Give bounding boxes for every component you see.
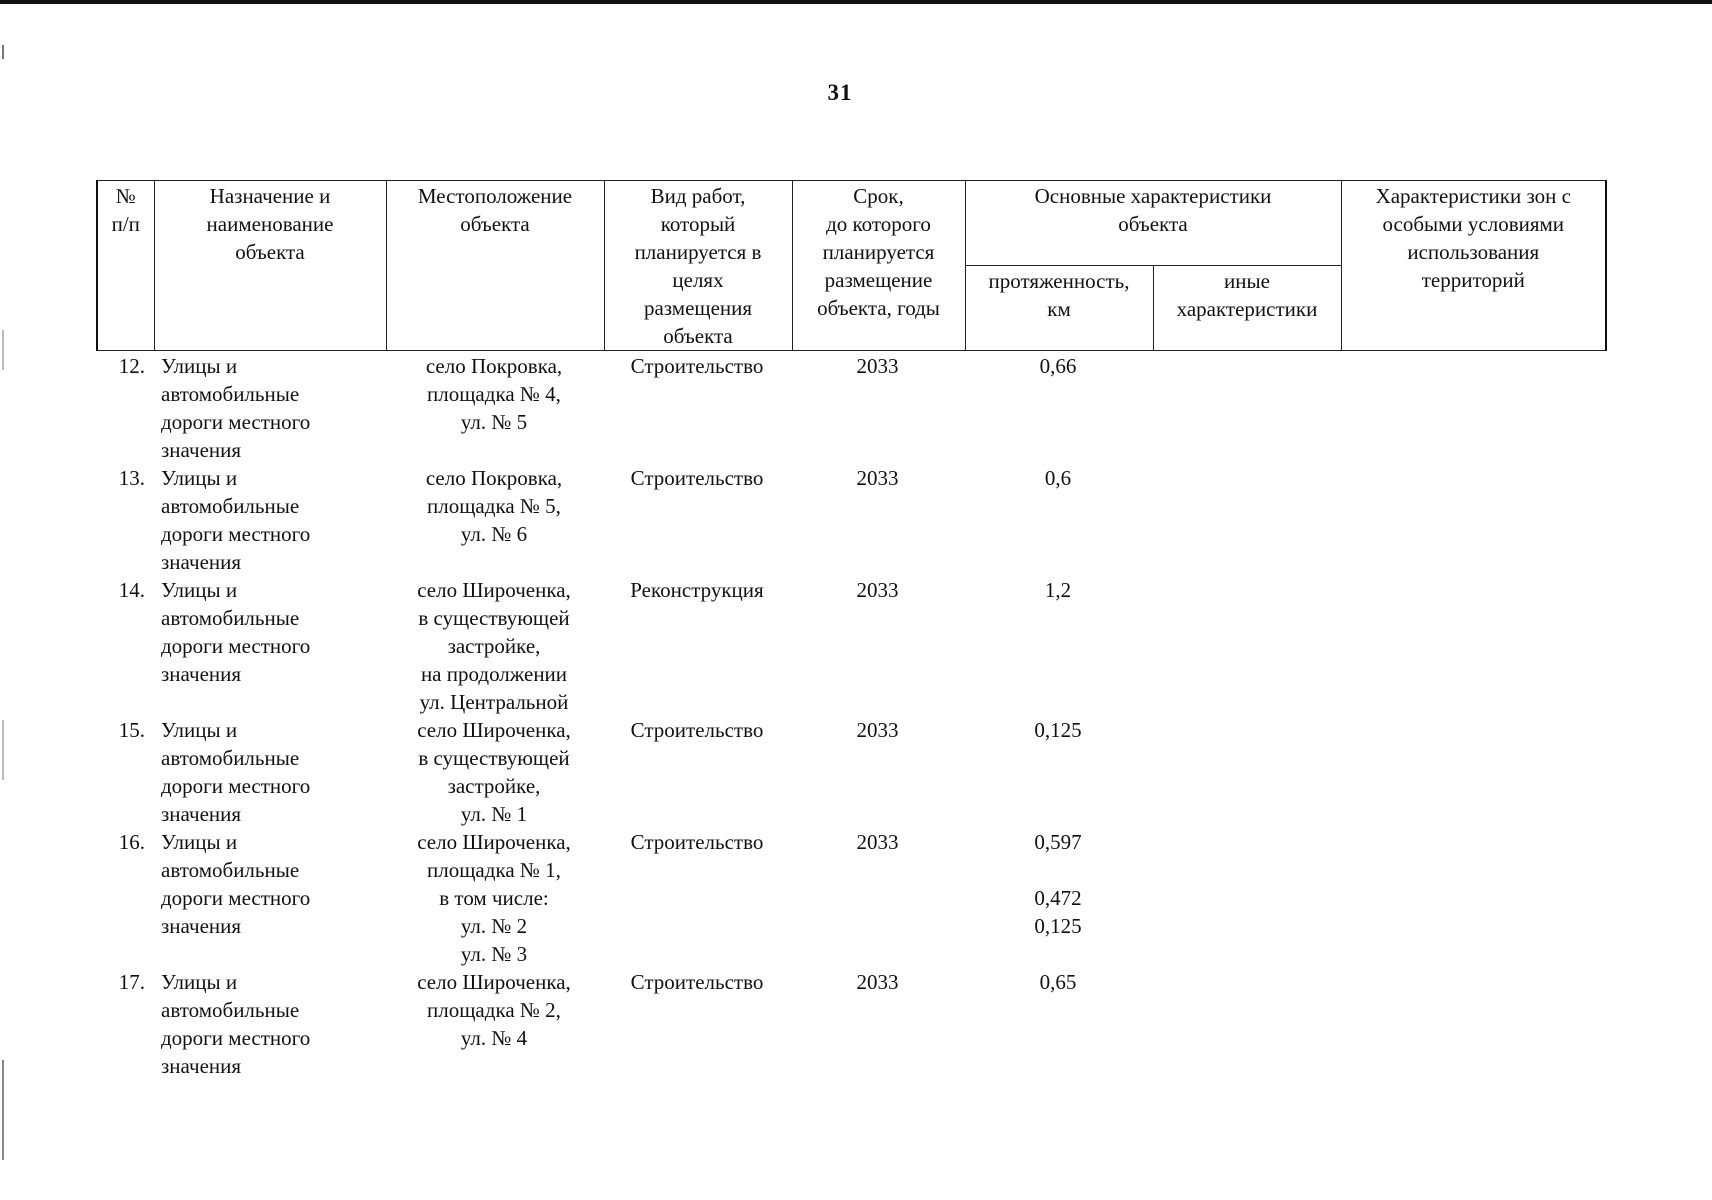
object-name-line: значения: [161, 914, 242, 938]
object-name-cell: [153, 576, 385, 716]
deadline-year: 2033: [856, 354, 899, 378]
object-name-cell: [153, 968, 385, 1080]
table-row: [96, 576, 1605, 716]
location-cell: [385, 464, 603, 576]
length-value: 0,6: [1044, 466, 1072, 490]
location-line: застройке,: [447, 774, 541, 798]
location-line: площадка № 5,: [427, 494, 561, 518]
location-line: площадка № 4,: [427, 382, 561, 406]
work-type-cell: [603, 716, 791, 828]
table-row: [96, 352, 1605, 464]
row-number-cell: [96, 828, 153, 968]
location-cell: [385, 576, 603, 716]
work-type-cell: [603, 464, 791, 576]
location-line: в том числе:: [439, 886, 549, 910]
deadline-cell: [791, 716, 964, 828]
scan-top-edge: [0, 0, 1712, 4]
object-name-line: Улицы и: [161, 830, 238, 854]
location-line: площадка № 2,: [427, 998, 561, 1022]
work-type-cell: [603, 352, 791, 464]
location-line: село Широченка,: [417, 578, 571, 602]
length-cell: [964, 968, 1152, 1080]
location-line: село Широченка,: [417, 718, 571, 742]
location-line: на продолжении: [420, 662, 568, 686]
zones-cell: [1340, 576, 1605, 716]
deadline-year: 2033: [856, 466, 899, 490]
object-name-line: Улицы и: [161, 718, 238, 742]
deadline-cell: [791, 464, 964, 576]
object-name-line: значения: [161, 550, 242, 574]
length-value: 0,472: [1034, 886, 1082, 910]
header-length: протяженность, км: [965, 266, 1153, 351]
object-name-line: дороги местного: [161, 886, 311, 910]
object-name-line: дороги местного: [161, 522, 311, 546]
object-name-line: Улицы и: [161, 970, 238, 994]
location-line: село Широченка,: [417, 830, 571, 854]
work-type-cell: [603, 968, 791, 1080]
scan-mark: [2, 330, 4, 370]
row-number-cell: [96, 968, 153, 1080]
location-cell: [385, 828, 603, 968]
object-name-cell: [153, 464, 385, 576]
other-characteristics-cell: [1152, 464, 1340, 576]
length-cell: [964, 576, 1152, 716]
length-spacer: [968, 856, 1148, 884]
object-name-line: значения: [161, 438, 242, 462]
object-name-line: значения: [161, 1054, 242, 1078]
scan-mark: [2, 720, 4, 780]
header-deadline: Срок, до которого планируется размещение объекта, годы: [792, 181, 965, 351]
object-name-line: Улицы и: [161, 466, 238, 490]
header-location: Местоположение объекта: [386, 181, 604, 351]
row-number: 12.: [118, 354, 145, 378]
row-number: 16.: [118, 830, 145, 854]
deadline-year: 2033: [856, 830, 899, 854]
object-name-line: автомобильные: [161, 858, 300, 882]
location-line: ул. № 1: [460, 802, 528, 826]
object-name-cell: [153, 716, 385, 828]
object-name-line: автомобильные: [161, 998, 300, 1022]
object-name-line: Улицы и: [161, 578, 238, 602]
object-name-cell: [153, 352, 385, 464]
object-name-line: автомобильные: [161, 494, 300, 518]
deadline-cell: [791, 828, 964, 968]
object-name-line: дороги местного: [161, 774, 311, 798]
header-num: № п/п: [97, 181, 154, 351]
location-line: ул. Центральной: [419, 690, 569, 714]
object-name-line: автомобильные: [161, 382, 300, 406]
zones-cell: [1340, 968, 1605, 1080]
deadline-year: 2033: [856, 718, 899, 742]
work-type-cell: [603, 576, 791, 716]
zones-cell: [1340, 716, 1605, 828]
header-work-type: Вид работ, который планируется в целях размещения объекта: [604, 181, 792, 351]
location-cell: [385, 968, 603, 1080]
deadline-year: 2033: [856, 970, 899, 994]
scan-mark: [2, 45, 4, 59]
location-line: ул. № 3: [460, 942, 528, 966]
table-body: [96, 352, 1605, 1080]
row-number-cell: [96, 576, 153, 716]
location-line: село Широченка,: [417, 970, 571, 994]
object-name-line: дороги местного: [161, 1026, 311, 1050]
object-name-cell: [153, 828, 385, 968]
other-characteristics-cell: [1152, 352, 1340, 464]
location-cell: [385, 352, 603, 464]
location-cell: [385, 716, 603, 828]
location-line: площадка № 1,: [427, 858, 561, 882]
deadline-cell: [791, 352, 964, 464]
header-main-characteristics: Основные характеристики объекта: [965, 181, 1341, 266]
location-line: село Покровка,: [425, 466, 563, 490]
table-row: [96, 968, 1605, 1080]
other-characteristics-cell: [1152, 828, 1340, 968]
table-header: [96, 180, 1607, 351]
object-name-line: автомобильные: [161, 606, 300, 630]
header-other-characteristics: иные характеристики: [1153, 266, 1341, 351]
work-type-cell: [603, 828, 791, 968]
row-number: 17.: [118, 970, 145, 994]
object-name-line: Улицы и: [161, 354, 238, 378]
deadline-cell: [791, 576, 964, 716]
table-row: [96, 464, 1605, 576]
length-cell: [964, 828, 1152, 968]
deadline-cell: [791, 968, 964, 1080]
work-type: Строительство: [630, 970, 764, 994]
work-type: Строительство: [630, 466, 764, 490]
work-type: Строительство: [630, 830, 764, 854]
length-value: 0,65: [1039, 970, 1077, 994]
page-number: 31: [827, 80, 853, 105]
length-value: 1,2: [1044, 578, 1072, 602]
object-name-line: значения: [161, 802, 242, 826]
length-cell: [964, 716, 1152, 828]
location-line: в существующей: [418, 606, 570, 630]
length-value: 0,125: [1034, 718, 1082, 742]
length-cell: [964, 352, 1152, 464]
zones-cell: [1340, 828, 1605, 968]
work-type: Реконструкция: [630, 578, 764, 602]
row-number-cell: [96, 352, 153, 464]
table-row: [96, 716, 1605, 828]
length-cell: [964, 464, 1152, 576]
header-name: Назначение и наименование объекта: [154, 181, 386, 351]
location-line: ул. № 5: [460, 410, 528, 434]
deadline-year: 2033: [856, 578, 899, 602]
other-characteristics-cell: [1152, 716, 1340, 828]
location-line: ул. № 2: [460, 914, 528, 938]
location-line: ул. № 6: [460, 522, 528, 546]
object-name-line: автомобильные: [161, 746, 300, 770]
object-name-line: значения: [161, 662, 242, 686]
length-value: 0,125: [1034, 914, 1082, 938]
row-number-cell: [96, 464, 153, 576]
other-characteristics-cell: [1152, 968, 1340, 1080]
row-number: 13.: [118, 466, 145, 490]
zones-cell: [1340, 352, 1605, 464]
table-row: [96, 828, 1605, 968]
header-zones: Характеристики зон с особыми условиями использования территорий: [1341, 181, 1606, 351]
row-number: 15.: [118, 718, 145, 742]
zones-cell: [1340, 464, 1605, 576]
length-value: 0,66: [1039, 354, 1077, 378]
object-name-line: дороги местного: [161, 634, 311, 658]
length-value: 0,597: [1034, 830, 1082, 854]
scan-mark: [2, 1060, 4, 1160]
row-number-cell: [96, 716, 153, 828]
location-line: ул. № 4: [460, 1026, 528, 1050]
location-line: застройке,: [447, 634, 541, 658]
location-line: в существующей: [418, 746, 570, 770]
work-type: Строительство: [630, 354, 764, 378]
object-name-line: дороги местного: [161, 410, 311, 434]
location-line: село Покровка,: [425, 354, 563, 378]
work-type: Строительство: [630, 718, 764, 742]
row-number: 14.: [118, 578, 145, 602]
other-characteristics-cell: [1152, 576, 1340, 716]
